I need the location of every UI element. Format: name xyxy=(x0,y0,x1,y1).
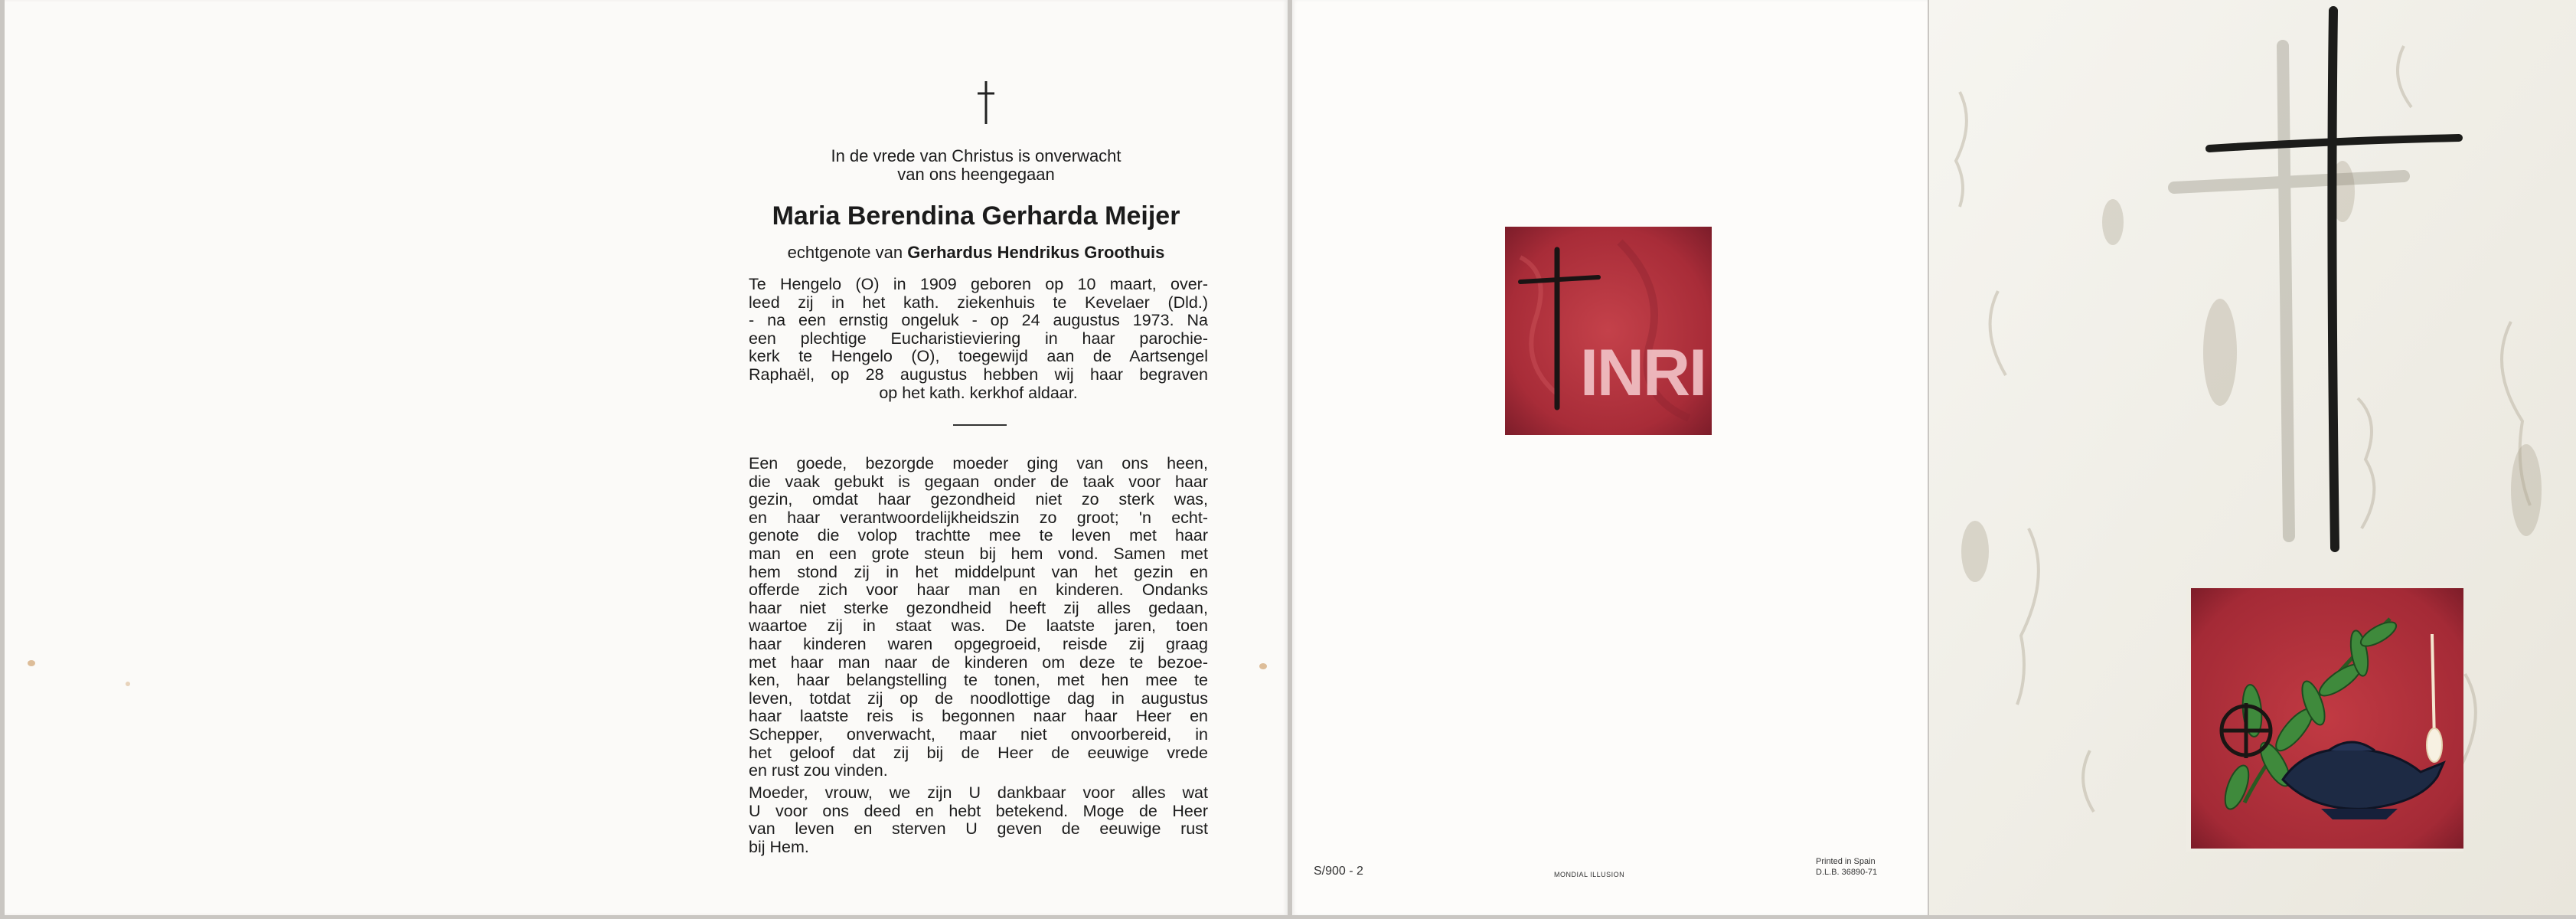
text-line: haar kinderen waren opgegroeid, reisde zij graag xyxy=(749,634,1208,653)
text-line: leed zij in het kath. ziekenhuis te Kevelaer (Dld.) xyxy=(749,293,1208,312)
text-line: en rust zou vinden. xyxy=(749,761,888,780)
oil-lamp-illustration xyxy=(2191,588,2463,849)
legal-deposit: D.L.B. 36890-71 xyxy=(1816,868,1878,877)
text-line: waartoe zij in staat was. De laatste jaren, toen xyxy=(749,616,1208,636)
publisher-mark: MONDIAL ILLUSION xyxy=(1554,871,1625,878)
text-line: ken, haar belangstelling te tonen, met hen mee te xyxy=(749,671,1208,690)
text-line: die vaak gebukt is gegaan onder de taak voor haar xyxy=(749,472,1208,491)
text-line: man en een grote steun bij hem vond. Samen met xyxy=(749,544,1208,563)
text-line: en haar verantwoordelijkheidszin zo groot; 'n echt- xyxy=(749,508,1208,527)
inner-panel xyxy=(1292,0,1928,915)
biography-paragraph xyxy=(749,276,1208,402)
paper-stain xyxy=(126,682,130,686)
text-line: van leven en sterven U geven de eeuwige rust xyxy=(749,819,1208,839)
intro-line: van ons heengegaan xyxy=(897,165,1055,184)
text-line: - na een ernstig ongeluk - op 24 augustus 1973. Na xyxy=(749,311,1208,330)
text-line: kerk te Hengelo (O), toegewijd aan de Aartsengel xyxy=(749,347,1208,366)
text-line: U voor ons deed en hebt betekend. Moge de Heer xyxy=(749,801,1208,820)
paper-stain xyxy=(1259,663,1267,669)
card-code: S/900 - 2 xyxy=(1314,865,1363,878)
text-line: het geloof dat zij bij de Heer de eeuwige vrede xyxy=(749,743,1208,762)
paper-stain xyxy=(28,660,35,666)
spouse-name: Gerhardus Hendrikus Groothuis xyxy=(907,243,1165,262)
text-line: Moeder, vrouw, we zijn U dankbaar voor alles wat xyxy=(749,783,1208,802)
text-line: op het kath. kerkhof aldaar. xyxy=(879,383,1078,402)
text-line: gezin, omdat haar gezondheid niet zo sterk was, xyxy=(749,490,1208,509)
inri-cross-illustration xyxy=(1505,227,1712,435)
intro-line: In de vrede van Christus is onverwacht xyxy=(831,146,1121,165)
cross-icon xyxy=(975,80,997,126)
text-line: een plechtige Eucharistieviering in haar parochie- xyxy=(749,329,1208,348)
deceased-name: Maria Berendina Gerharda Meijer xyxy=(772,201,1180,231)
text-line: haar laatste reis is begonnen naar haar Heer en xyxy=(749,707,1208,726)
divider xyxy=(953,424,1007,426)
text-line: hem stond zij in het middelpunt van het gezin en xyxy=(749,562,1208,581)
print-info xyxy=(1816,856,1877,878)
text-line: Een goede, bezorgde moeder ging van ons heen, xyxy=(749,454,1208,473)
text-line: Te Hengelo (O) in 1909 geboren op 10 maart, over- xyxy=(749,275,1208,293)
text-line: haar niet sterke gezondheid heeft zij alles gedaan, xyxy=(749,598,1208,617)
text-line: met haar man naar de kinderen om deze te bezoe- xyxy=(749,652,1208,672)
text-line: bij Hem. xyxy=(749,837,809,856)
spouse-prefix: echtgenote van xyxy=(787,243,903,262)
text-line: Schepper, onverwacht, maar niet onvoorbereid, in xyxy=(749,724,1208,744)
spouse-line xyxy=(739,242,1213,263)
tribute-paragraph xyxy=(749,455,1208,780)
text-line: offerde zich voor haar man en kinderen. Ondanks xyxy=(749,581,1208,600)
intro-text xyxy=(739,147,1213,184)
closing-paragraph xyxy=(749,784,1208,856)
inri-text: INRI xyxy=(1580,336,1706,410)
text-line: Raphaël, op 28 augustus hebben wij haar begraven xyxy=(749,365,1208,384)
printed-in: Printed in Spain xyxy=(1816,857,1876,866)
text-line: genote die volop trachtte mee te leven met haar xyxy=(749,526,1208,545)
text-line: leven, totdat zij op de noodlottige dag in augustus xyxy=(749,688,1208,708)
